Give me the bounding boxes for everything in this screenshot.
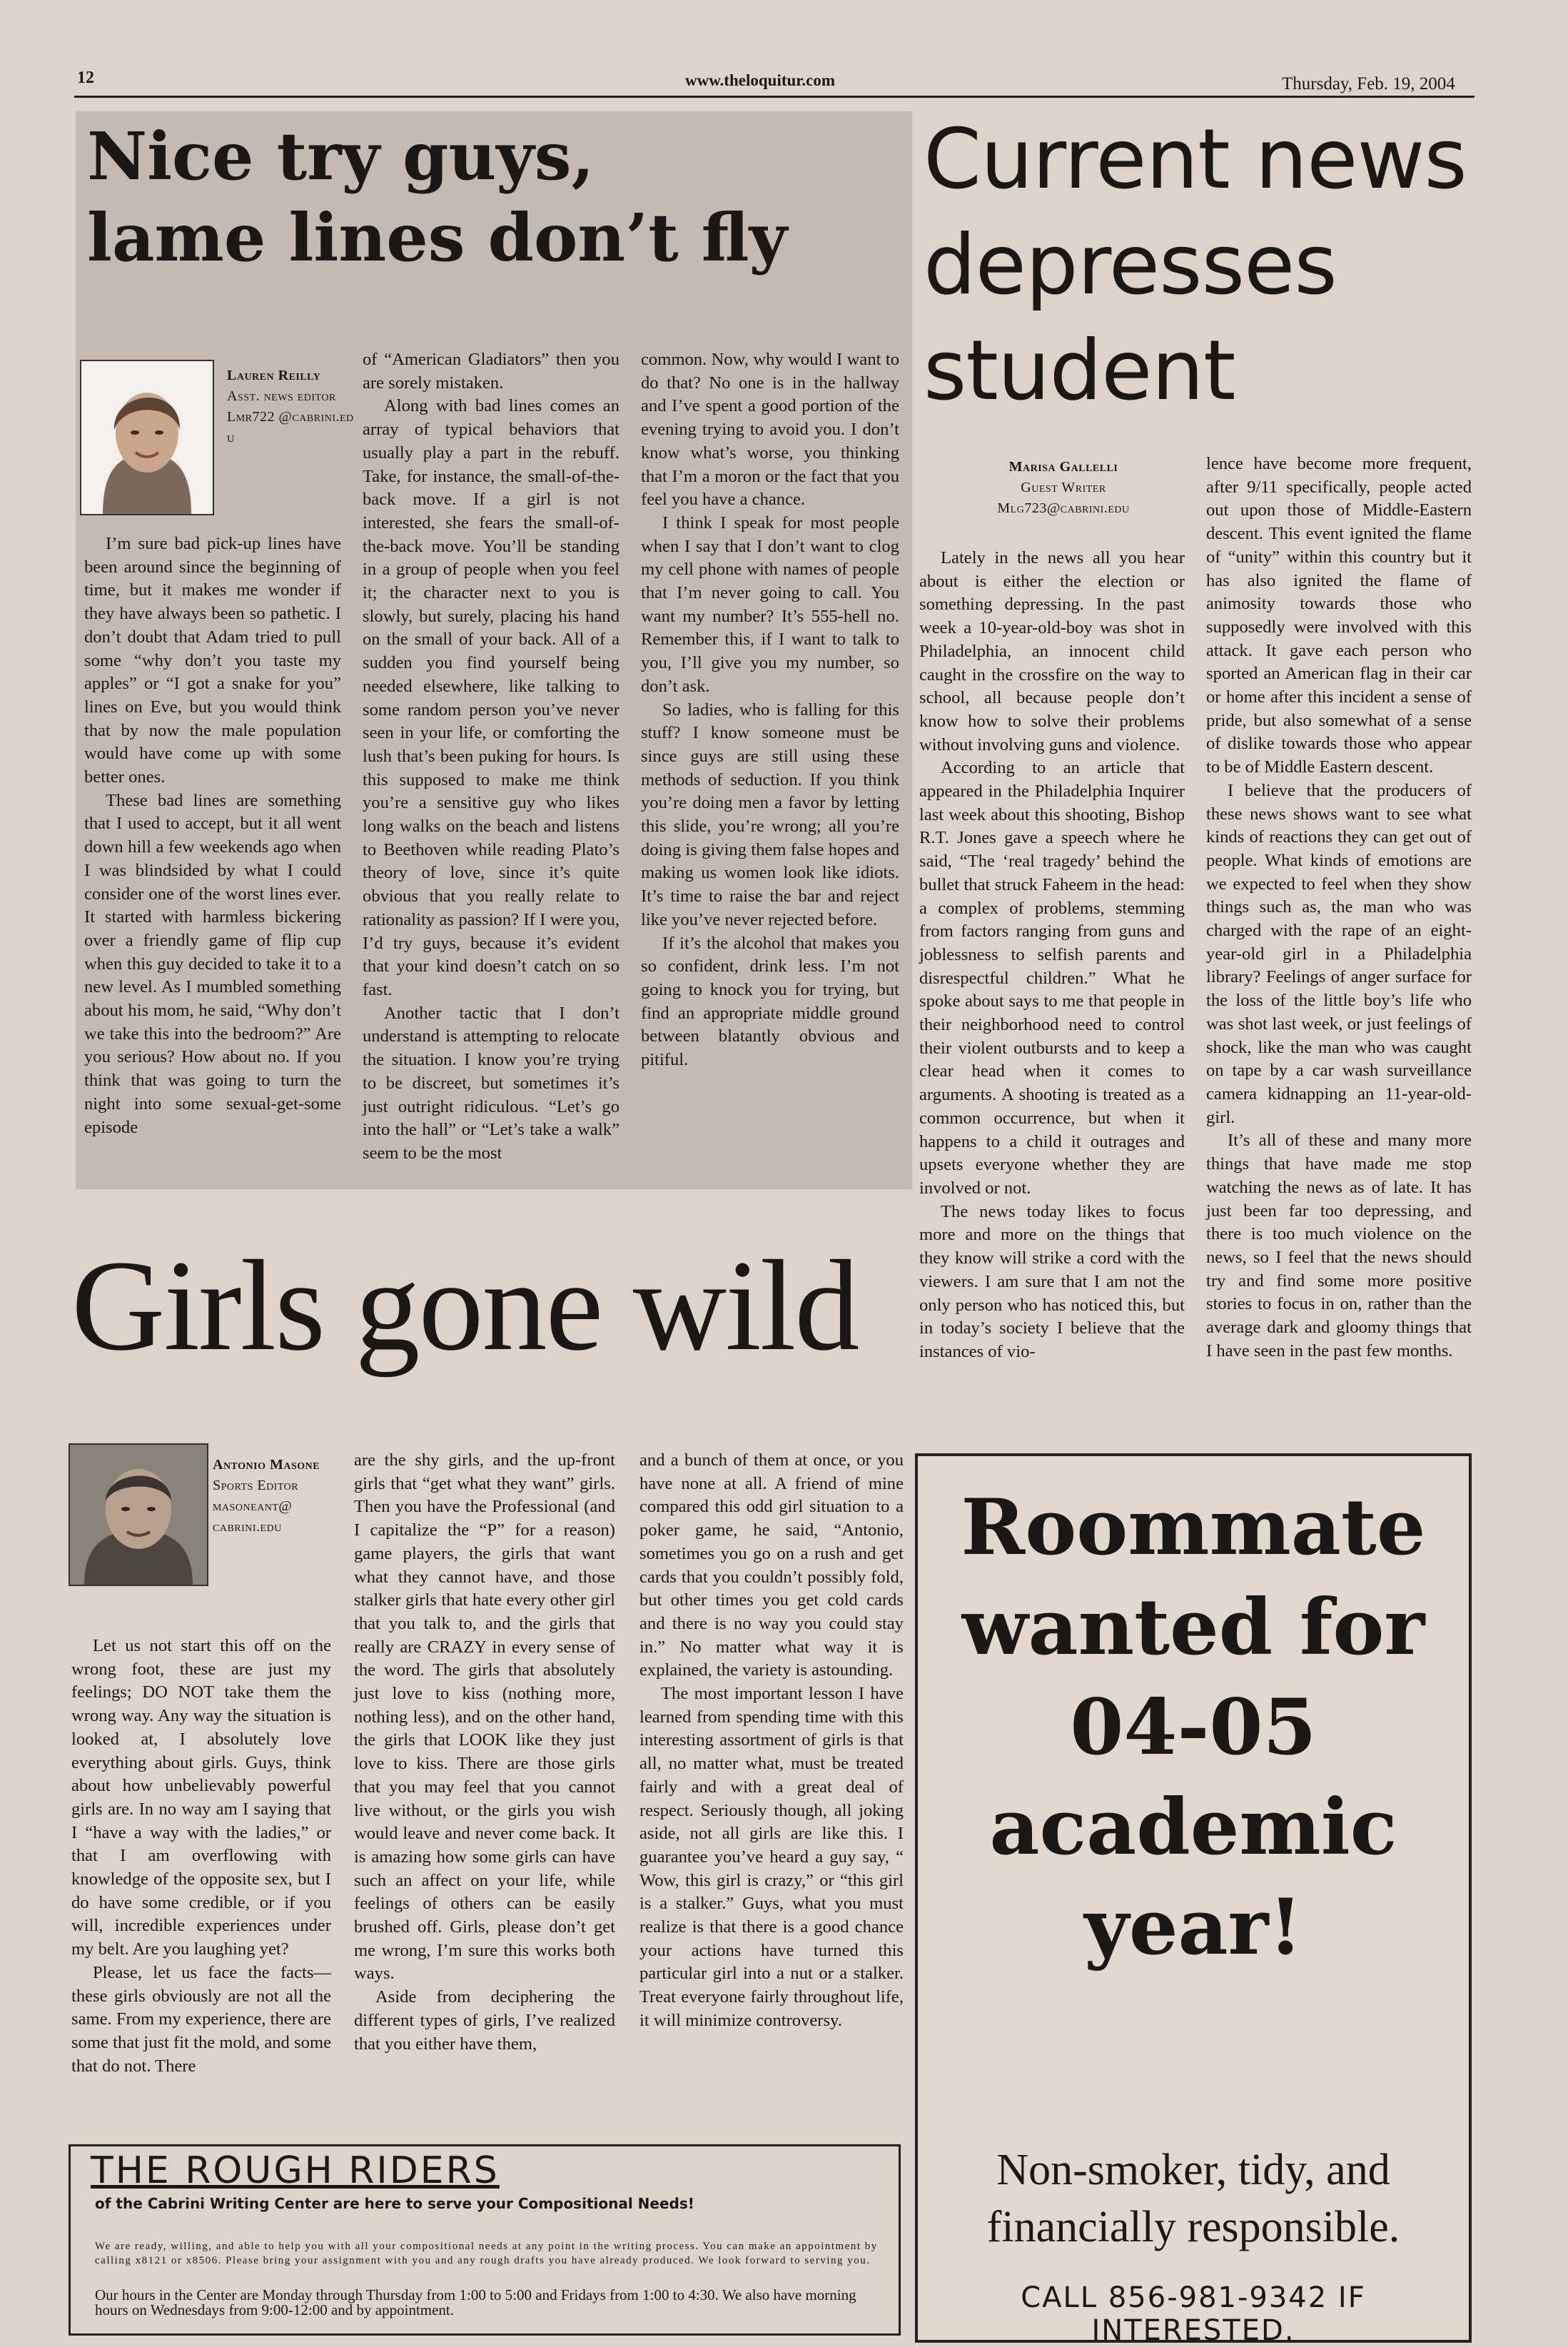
roommate-contact: CALL 856-981-9342 IF INTERESTED. bbox=[1021, 2281, 1366, 2347]
news-headline: Current news depresses student bbox=[924, 111, 1467, 419]
author-title: Guest Writer bbox=[1021, 480, 1106, 495]
news-column-1: Lately in the news all you hear about is either the election or something depressing. In the past week a 10-year-old-boy was shot in Philadelphia, an innocent child caught in the crossfire on the way to school, all because people don’t know how to solve their problems without involving guns and violence. According to an article that appeared in the Philadelphia Inquirer last week about this shooting, Bishop R.T. Jones gave a speech where he said, “The ‘real tragedy’ behind the bullet that struck Faheem in the head: a complex of problems, stemming from factors ranging from guns and joblessness to selfish parents and disrespectful children.” What he spoke about says to me that people in their neighborhood need to control their violent outbursts and to keep a clear head when it comes to arguments. A shooting is treated as a common occurrence, but when it happens to a child it outrages and upsets everyone whether they are involved or not. The news today likes to focus more and more on the things that they know will strike a cord with the viewers. I am sure that I am not the only person who has noticed this, but in today’s society I believe that the instances of vio- bbox=[919, 548, 1185, 1361]
writing-center-tagline: of the Cabrini Writing Center are here to serve your Compositional Needs! bbox=[95, 2195, 694, 2212]
girls-headline: Girls gone wild bbox=[71, 1234, 859, 1378]
news-column-2: lence have become more frequent, after 9/11 specifically, people acted out upon those of Middle-Eastern descent. This event ignited the flame of “unity” within this country but it has also ignited the flame of animosity towards those who supposedly were involved with this attack. It gave each person who sported an American flag in their car or home after this incident a sense of pride, but also somewhat of a sense of dislike towards those who appear to be of Middle Eastern descent. I believe that the producers of these news shows want to see what kinds of reactions they can get out of people. What kinds of emotions are we expected to feel when they show things such as, the man who was charged with the rape of an eight-year-old girl in a Philadelphia library? Feelings of anger surface for the loss of the little boy’s life who was shot last week, or just feelings of shock, like the man who was caught on tape by a car wash surveillance camera kidnapping an 11-year-old-girl. It’s all of these and many more things that have made me stop watching the news as of late. It has just been far too depressing, and there is too much violence on the news, so I feel that the news should try and find some more positive stories to focus in on, rather than the average dark and gloomy things that I have seen in the past few months. bbox=[1206, 454, 1472, 1361]
roommate-headline: Roommate wanted for 04-05 academic year! bbox=[961, 1483, 1426, 1972]
author-photo-antonio bbox=[69, 1443, 208, 1586]
author-email: Lmr722 @cabrini.edu bbox=[227, 409, 354, 445]
author-name: Lauren Reilly bbox=[227, 368, 321, 383]
author-email: masoneant@ cabrini.edu bbox=[213, 1498, 293, 1535]
roommate-requirements: Non-smoker, tidy, and financially responsible. bbox=[986, 2146, 1400, 2251]
site-url: www.theloquitur.com bbox=[685, 71, 835, 89]
writing-center-body: We are ready, willing, and able to help you with all your compositional needs at any point in the writing process. You can make an appointment by calling x8121 or x8506. Please bring your assignment with you and any rough drafts you have already produced. We look forward to serving you. bbox=[95, 2241, 878, 2266]
masthead-rule bbox=[74, 96, 1475, 98]
byline-marisa bbox=[921, 457, 1206, 519]
writing-center-ad bbox=[69, 2144, 901, 2336]
writing-center-hours: Our hours in the Center are Monday through Thursday from 1:00 to 5:00 and Fridays from 1:00 to 4:30. We also have morning hours on Wednesdays from 9:00-12:00 and by appointment. bbox=[95, 2286, 856, 2318]
writing-center-title: THE ROUGH RIDERS bbox=[91, 2149, 500, 2192]
lines-column-1: I’m sure bad pick-up lines have been around since the beginning of time, but it makes me wonder if they have always been so pathetic. I don’t doubt that Adam tried to pull some “why don’t you taste my apples” or “I got a snake for you” lines on Eve, but you would think that by now the male population would have come up with some better ones. These bad lines are something that I used to accept, but it all went down hill a few weekends ago when I was blindsided by what I could consider one of the worst lines ever. It started with harmless bickering over a friendly game of flip cup when this guy decided to take it to a new level. As I mumbled something about his mom, he said, “Why don’t we take this into the bedroom?” Are you serious? How about no. If you think that was going to turn the night into some sexual-get-some episode bbox=[84, 534, 341, 1137]
author-name: Marisa Gallelli bbox=[1008, 459, 1118, 475]
lines-headline: Nice try guys, lame lines don’t fly bbox=[87, 118, 788, 276]
issue-date: Thursday, Feb. 19, 2004 bbox=[1282, 74, 1455, 94]
author-title: Asst. news editor bbox=[227, 388, 336, 404]
lines-column-2: of “American Gladiators” then you are sorely mistaken. Along with bad lines comes an array of typical behaviors that usually play a part in the rebuff. Take, for instance, the small-of-the-back move. If a girl is not interested, she fears the small-of-the-back move. You’ll be standing in a group of people when you feel it; the character next to you is slowly, but surely, placing his hand on the small of your back. All of a sudden you find yourself being needed elsewhere, like talking to some random person you’ve never seen in your life, or comforting the lush that’s been puking for hours. Is this supposed to make me think you’re a sensitive guy who likes long walks on the beach and listens to Beethoven while reading Plato’s theory of love, since it’s quite obvious that you really relate to rationality as passion? If I were you, I’d try guys, because it’s evident that your kind doesn’t catch on so fast. Another tactic that I don’t understand is attempting to relocate the situation. I know you’re trying to be discreet, but sometimes it’s just outright ridiculous. “Let’s go into the hall” or “Let’s take a walk” seem to be the most bbox=[363, 350, 619, 1163]
roommate-ad bbox=[915, 1453, 1472, 2347]
lines-column-3: common. Now, why would I want to do that? No one is in the hallway and I’ve spent a good portion of the evening trying to avoid you. I don’t know what’s worse, you thinking that I’m a moron or the fact that you feel you have a chance. I think I speak for most people when I say that I don’t want to clog my cell phone with names of people that I’m never going to call. You want my number? It’s 555-hell no. Remember this, if I want to talk to you, I’ll give you my number, so don’t ask. So ladies, who is falling for this stuff? I know someone must be since guys are still using these methods of seduction. If you think you’re doing men a favor by letting this slide, you’re wrong; all you’re doing is giving them false hopes and making us women look like idiots. It’s time to raise the bar and reject like you’ve never rejected before. If it’s the alcohol that makes you so confident, drink less. I’m not going to knock you for trying, but find an appropriate middle ground between blatantly obvious and pitiful. bbox=[641, 350, 899, 1070]
author-email: Mlg723@cabrini.edu bbox=[997, 500, 1130, 516]
byline-antonio bbox=[213, 1455, 355, 1538]
girls-column-1: Let us not start this off on the wrong foot, these are just my feelings; DO NOT take them the wrong way. Any way the situation is looked at, I absolutely love everything about girls. Guys, think about how unbelievably powerful girls are. In no way am I saying that I “have a way with the ladies,” or that I am overflowing with knowledge of the opposite sex, but I do have some credible, or if you will, incredible experiences under my belt. Are you laughing yet? Please, let us face the facts—these girls obviously are not all the same. From my experience, there are some that just fit the mold, and some that do not. There bbox=[71, 1636, 331, 2076]
byline-lauren bbox=[227, 365, 360, 448]
author-title: Sports Editor bbox=[213, 1478, 299, 1493]
girls-column-3: and a bunch of them at once, or you have none at all. A friend of mine compared this odd girl situation to a poker game, he said, “Antonio, sometimes you go on a rush and get cards that you couldn’t possibly fold, but other times you get cold cards and there is no way you could stay in.” No matter what way it is explained, the variety is astounding. The most important lesson I have learned from spending time with this interesting assortment of girls is that all, no matter what, must be treated fairly and with a great deal of respect. Seriously though, all joking aside, not all girls are like this. I guarantee you’ve heard a guy say, “ Wow, this girl is crazy,” or “this girl is a stalker.” Guys, what you must realize is that there is a good chance your actions have turned this particular girl into a nut or a stalker. Treat everyone fairly throughout life, it will minimize controversy. bbox=[639, 1450, 904, 2030]
girls-column-2: are the shy girls, and the up-front girls that “get what they want” girls. Then you have the Professional (and I capitalize the “P” for a reason) game players, the girls that want what they cannot have, and those stalker girls that hate every other girl that you talk to, and the girls that really are CRAZY in every sense of the word. The girls that absolutely just love to kiss (nothing more, nothing less), and on the other hand, the girls that LOOK like they just love to kiss. There are those girls that you may feel that you cannot live without, or the girls you wish would leave and never come back. It is amazing how some girls can have such an affect on your life, while feelings of others can be easily brushed off. Girls, please don’t get me wrong, I’m sure this works both ways. Aside from deciphering the different types of girls, I’ve realized that you either have them, bbox=[354, 1450, 615, 2054]
author-name: Antonio Masone bbox=[213, 1457, 320, 1473]
author-photo-lauren bbox=[80, 360, 214, 515]
page-number: 12 bbox=[77, 69, 94, 87]
